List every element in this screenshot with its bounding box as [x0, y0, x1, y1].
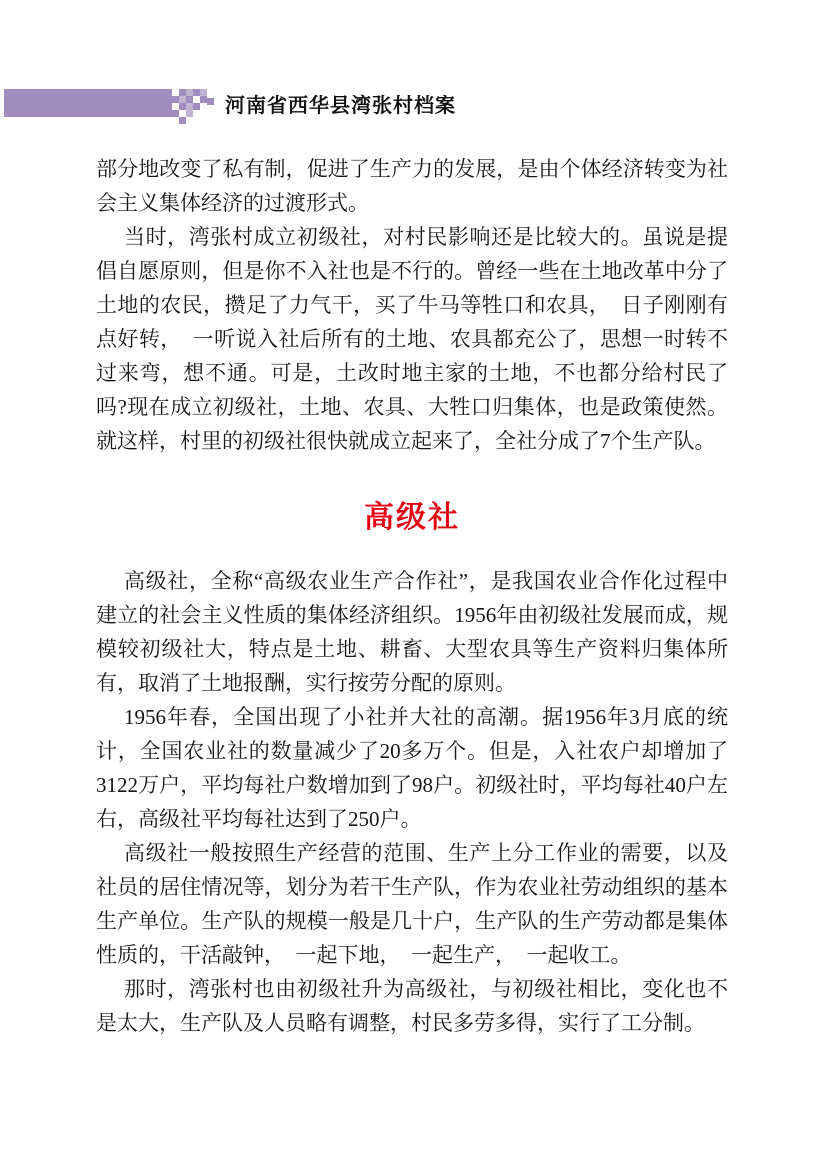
body-paragraph: 当时，湾张村成立初级社，对村民影响还是比较大的。虽说是提倡自愿原则，但是你不入社也是不行的。曾经一些在土地改革中分了土地的农民，攒足了力气干，买了牛马等牲口和农具， 日子刚刚有点好转， 一听说入社后所有的土地、农具都充公了，思想一时转不过来弯，想不通。可是，土改时地主家的土地，不也都分给村民了吗?现在成立初级社，土地、农具、大牲口归集体，也是政策使然。就这样，村里的初级社很快就成立起来了，全社分成了7个生产队。 [96, 225, 728, 453]
page-header-title: 河南省西华县湾张村档案 [225, 94, 456, 117]
body-paragraph: 高级社，全称“高级农业生产合作社”，是我国农业合作化过程中建立的社会主义性质的集体经济组织。1956年由初级社发展而成，规模较初级社大，特点是土地、耕畜、大型农具等生产资料归集体所有，取消了土地报酬，实行按劳分配的原则。 [96, 569, 728, 695]
body-paragraph: 高级社一般按照生产经营的范围、生产上分工作业的需要，以及社员的居住情况等，划分为若干生产队，作为农业社劳动组织的基本生产单位。生产队的规模一般是几十户，生产队的生产劳动都是集体性质的，干活敲钟， 一起下地， 一起生产， 一起收工。 [96, 841, 728, 967]
header-bar [4, 89, 172, 117]
body-paragraph: 那时，湾张村也由初级社升为高级社，与初级社相比，变化也不是太大，生产队及人员略有调整，村民多劳多得，实行了工分制。 [96, 977, 728, 1035]
body-paragraph: 部分地改变了私有制，促进了生产力的发展，是由个体经济转变为社会主义集体经济的过渡形式。 [96, 157, 728, 215]
section-heading: 高级社 [364, 501, 460, 534]
body-paragraph: 1956年春，全国出现了小社并大社的高潮。据1956年3月底的统计，全国农业社的数量减少了20多万个。但是，入社农户却增加了3122万户，平均每社户数增加到了98户。初级社时，平均每社40户左右，高级社平均每社达到了250户。 [96, 705, 728, 831]
checker-pattern-icon [172, 85, 217, 127]
document-body [96, 152, 728, 1040]
